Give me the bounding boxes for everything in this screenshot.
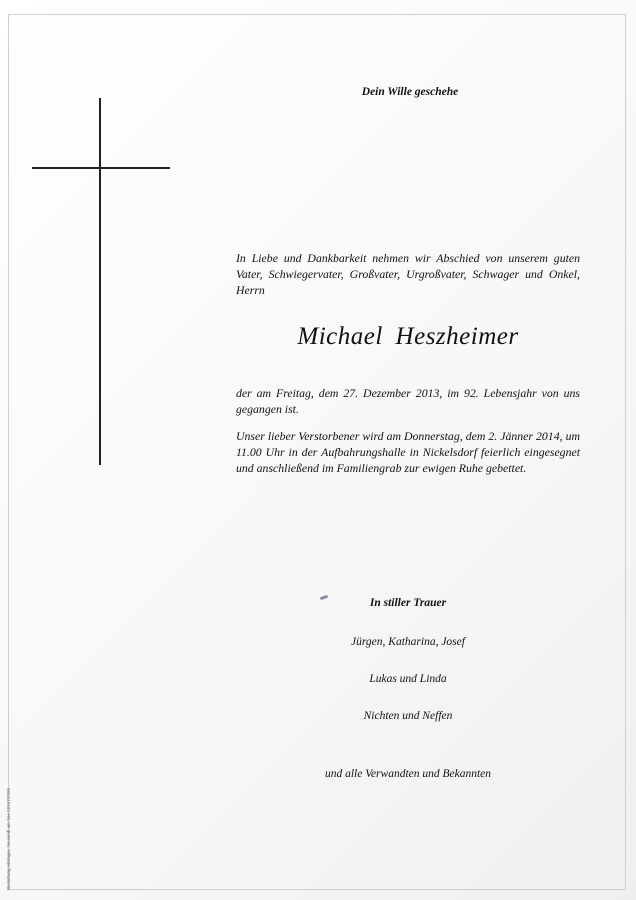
mourners-line: Jürgen, Katharina, Josef bbox=[351, 636, 465, 648]
cross-icon-horizontal-bar bbox=[32, 167, 170, 169]
funeral-notice: Unser lieber Verstorbener wird am Donnerstag, dem 2. Jänner 2014, um 11.00 Uhr in der Aufbahrungshalle in Nickelsdorf feierlich eingesegnet und anschließend im Familiengrab zur ewigen Ruhe gebettet. bbox=[236, 429, 580, 475]
mourners-line: und alle Verwandten und Bekannten bbox=[324, 768, 492, 780]
mourners-heading: In stiller Trauer bbox=[369, 597, 447, 609]
printer-note: Bestattung Hitzinger, Neusiedl am See 02167/2395 bbox=[6, 787, 11, 890]
intro-text: In Liebe und Dankbarkeit nehmen wir Abschied von unserem guten Vater, Schwiegervater, Großvater, Urgroßvater, Schwager und Onkel, Herrn bbox=[236, 251, 580, 297]
mourners-line: Nichten und Neffen bbox=[363, 710, 453, 722]
cross-icon-vertical-bar bbox=[99, 98, 101, 465]
mourners-line: Lukas und Linda bbox=[369, 673, 447, 685]
deceased-name: Michael Heszheimer bbox=[297, 323, 519, 350]
death-notice: der am Freitag, dem 27. Dezember 2013, im 92. Lebensjahr von uns gegangen ist. bbox=[236, 386, 580, 416]
motto: Dein Wille geschehe bbox=[361, 86, 459, 98]
